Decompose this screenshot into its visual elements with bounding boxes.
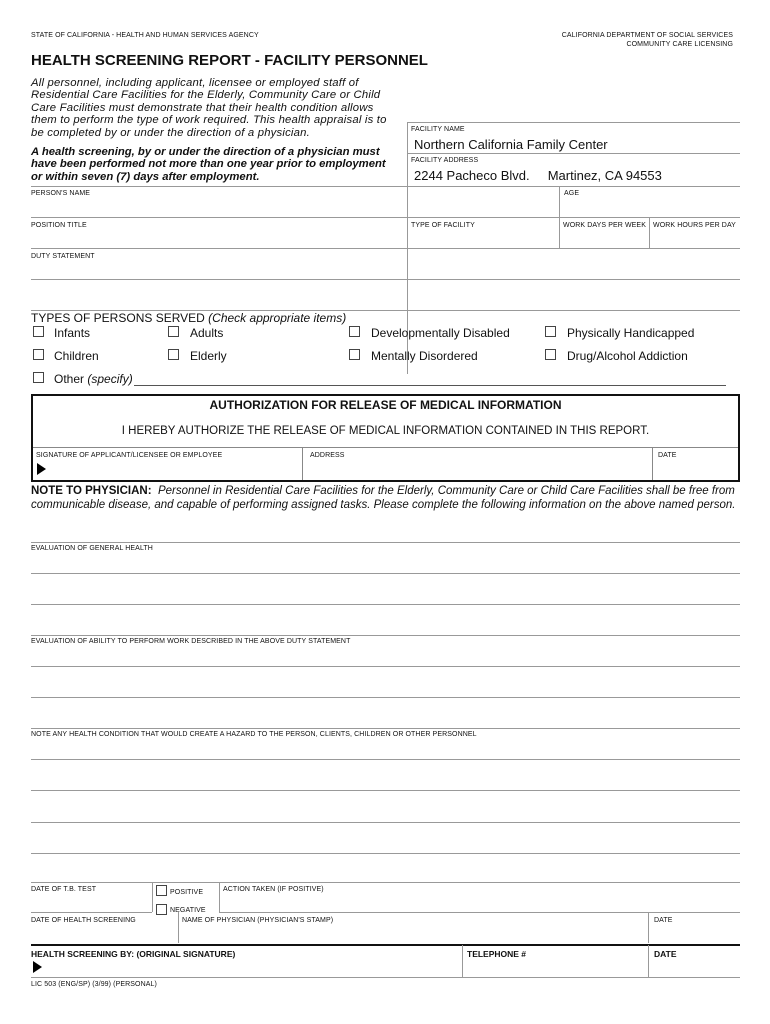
checkbox-mentally-disordered[interactable] (349, 349, 360, 360)
persons-name-label: PERSON'S NAME (31, 190, 91, 197)
agency-right-1: CALIFORNIA DEPARTMENT OF SOCIAL SERVICES (561, 32, 733, 39)
tb-date-label: DATE OF T.B. TEST (31, 886, 97, 893)
checkbox-tb-positive[interactable] (156, 885, 167, 896)
authorization-statement: I HEREBY AUTHORIZE THE RELEASE OF MEDICAL INFORMATION CONTAINED IN THIS REPORT. (121, 425, 650, 437)
auth-date-input[interactable] (658, 463, 734, 476)
checkbox-tb-negative[interactable] (156, 904, 167, 915)
physician-note (31, 484, 743, 512)
work-hours-input[interactable] (653, 232, 737, 246)
option-physically-handicapped-label: Physically Handicapped (567, 326, 695, 340)
general-health-input-line2[interactable] (33, 588, 733, 602)
screening-date-input[interactable] (33, 928, 173, 941)
position-title-label: POSITION TITLE (31, 222, 87, 229)
work-hours-label: WORK HOURS PER DAY (653, 222, 736, 229)
signature-arrow-icon (37, 463, 46, 475)
position-title-input[interactable] (33, 232, 403, 246)
screening-by-label: HEALTH SCREENING BY: (ORIGINAL SIGNATURE) (31, 949, 236, 959)
other-specify-input[interactable] (136, 371, 724, 384)
physician-name-label: NAME OF PHYSICIAN (PHYSICIAN'S STAMP) (182, 917, 334, 924)
physician-note-lead: NOTE TO PHYSICIAN: (31, 485, 152, 497)
option-mentally-disordered-label: Mentally Disordered (371, 349, 478, 363)
agency-right-2: COMMUNITY CARE LICENSING (626, 41, 733, 48)
hazard-input-line3[interactable] (33, 805, 733, 819)
facility-name-value: Northern California Family Center (414, 137, 608, 152)
age-label: AGE (564, 190, 580, 197)
signoff-date-input[interactable] (654, 961, 734, 974)
persons-served-heading-text: TYPES OF PERSONS SERVED (31, 311, 205, 325)
checkbox-developmentally-disabled[interactable] (349, 326, 360, 337)
option-drug-alcohol-addiction-label: Drug/Alcohol Addiction (567, 349, 688, 363)
option-infants-label: Infants (54, 326, 91, 340)
telephone-label: TELEPHONE # (467, 949, 527, 959)
checkbox-other[interactable] (33, 372, 44, 383)
screening-date2-label: DATE (654, 917, 673, 924)
physician-name-input[interactable] (182, 928, 642, 941)
persons-name-input[interactable] (33, 200, 553, 214)
facility-type-input[interactable] (411, 232, 555, 246)
option-elderly-label: Elderly (190, 349, 227, 363)
auth-address-label: ADDRESS (310, 452, 345, 459)
work-days-label: WORK DAYS PER WEEK (563, 222, 646, 229)
physician-note-text: Personnel in Residential Care Facilities for the Elderly, Community Care or Child Care Facilities shall be free from communicable disease, and capable of performing assigned tasks. Please complete the following information on the above named person. (31, 485, 736, 511)
authorization-heading: AUTHORIZATION FOR RELEASE OF MEDICAL INFORMATION (209, 398, 562, 412)
signature-input[interactable] (52, 463, 296, 476)
page-title: HEALTH SCREENING REPORT - FACILITY PERSONNEL (31, 52, 428, 69)
ability-input[interactable] (33, 649, 733, 663)
option-adults-label: Adults (190, 326, 224, 340)
form-id: LIC 503 (ENG/SP) (3/99) (PERSONAL) (31, 981, 157, 988)
general-health-label: EVALUATION OF GENERAL HEALTH (31, 545, 153, 552)
facility-address-value: 2244 Pacheco Blvd. Martinez, CA 94553 (414, 168, 662, 183)
checkbox-drug-alcohol-addiction[interactable] (545, 349, 556, 360)
hazard-input-line4[interactable] (33, 836, 733, 850)
age-input[interactable] (564, 200, 734, 214)
auth-date-label: DATE (658, 452, 677, 459)
option-children-label: Children (54, 349, 99, 363)
general-health-input[interactable] (33, 556, 733, 570)
screening-date-label: DATE OF HEALTH SCREENING (31, 917, 136, 924)
auth-address-input[interactable] (310, 463, 646, 476)
signoff-date-label: DATE (654, 949, 677, 959)
duty-statement-label: DUTY STATEMENT (31, 253, 95, 260)
work-days-input[interactable] (563, 232, 645, 246)
agency-left: STATE OF CALIFORNIA - HEALTH AND HUMAN SERVICES AGENCY (31, 32, 259, 39)
ability-label: EVALUATION OF ABILITY TO PERFORM WORK DESCRIBED IN THE ABOVE DUTY STATEMENT (31, 638, 351, 645)
persons-served-heading-note: (Check appropriate items) (208, 311, 347, 325)
hazard-input-line2[interactable] (33, 774, 733, 788)
duty-statement-input[interactable] (33, 263, 733, 277)
signoff-arrow-icon (33, 961, 42, 973)
screening-signature-input[interactable] (47, 961, 457, 974)
screening-requirement: A health screening, by or under the direction of a physician must have been performed not more than one year prior to employment or within seven (7) days after employment. (31, 146, 386, 183)
duty-statement-input-line2[interactable] (33, 292, 733, 306)
facility-type-label: TYPE OF FACILITY (411, 222, 475, 229)
intro-paragraph: All personnel, including applicant, licensee or employed staff of Residential Care Facilities for the Elderly, Community Care or Child Care Facilities must demonstrate that their health condition allows them to perform the type of work required. This health appraisal is to be completed by or under the direction of a physician. (31, 77, 387, 139)
checkbox-infants[interactable] (33, 326, 44, 337)
signoff-rule (31, 944, 740, 946)
signature-label: SIGNATURE OF APPLICANT/LICENSEE OR EMPLOYEE (36, 452, 223, 459)
tb-action-input[interactable] (223, 897, 733, 909)
tb-action-label: ACTION TAKEN (IF POSITIVE) (223, 886, 324, 893)
checkbox-physically-handicapped[interactable] (545, 326, 556, 337)
screening-date2-input[interactable] (654, 928, 734, 941)
hazard-input[interactable] (33, 742, 733, 756)
checkbox-children[interactable] (33, 349, 44, 360)
checkbox-elderly[interactable] (168, 349, 179, 360)
facility-name-label: FACILITY NAME (411, 126, 465, 133)
checkbox-adults[interactable] (168, 326, 179, 337)
tb-positive-label: POSITIVE (170, 889, 204, 896)
tb-negative-label: NEGATIVE (170, 907, 206, 914)
option-developmentally-disabled-label: Developmentally Disabled (371, 326, 510, 340)
persons-served-heading (31, 311, 346, 325)
facility-address-label: FACILITY ADDRESS (411, 157, 479, 164)
tb-date-input[interactable] (33, 897, 148, 909)
option-other-note: (specify) (87, 372, 133, 386)
option-other-text: Other (54, 372, 85, 386)
ability-input-line2[interactable] (33, 681, 733, 695)
telephone-input[interactable] (467, 961, 643, 974)
option-other-label (54, 372, 133, 386)
hazard-label: NOTE ANY HEALTH CONDITION THAT WOULD CREATE A HAZARD TO THE PERSON, CLIENTS, CHILDREN OR OTHER PERSONNEL (31, 731, 477, 738)
